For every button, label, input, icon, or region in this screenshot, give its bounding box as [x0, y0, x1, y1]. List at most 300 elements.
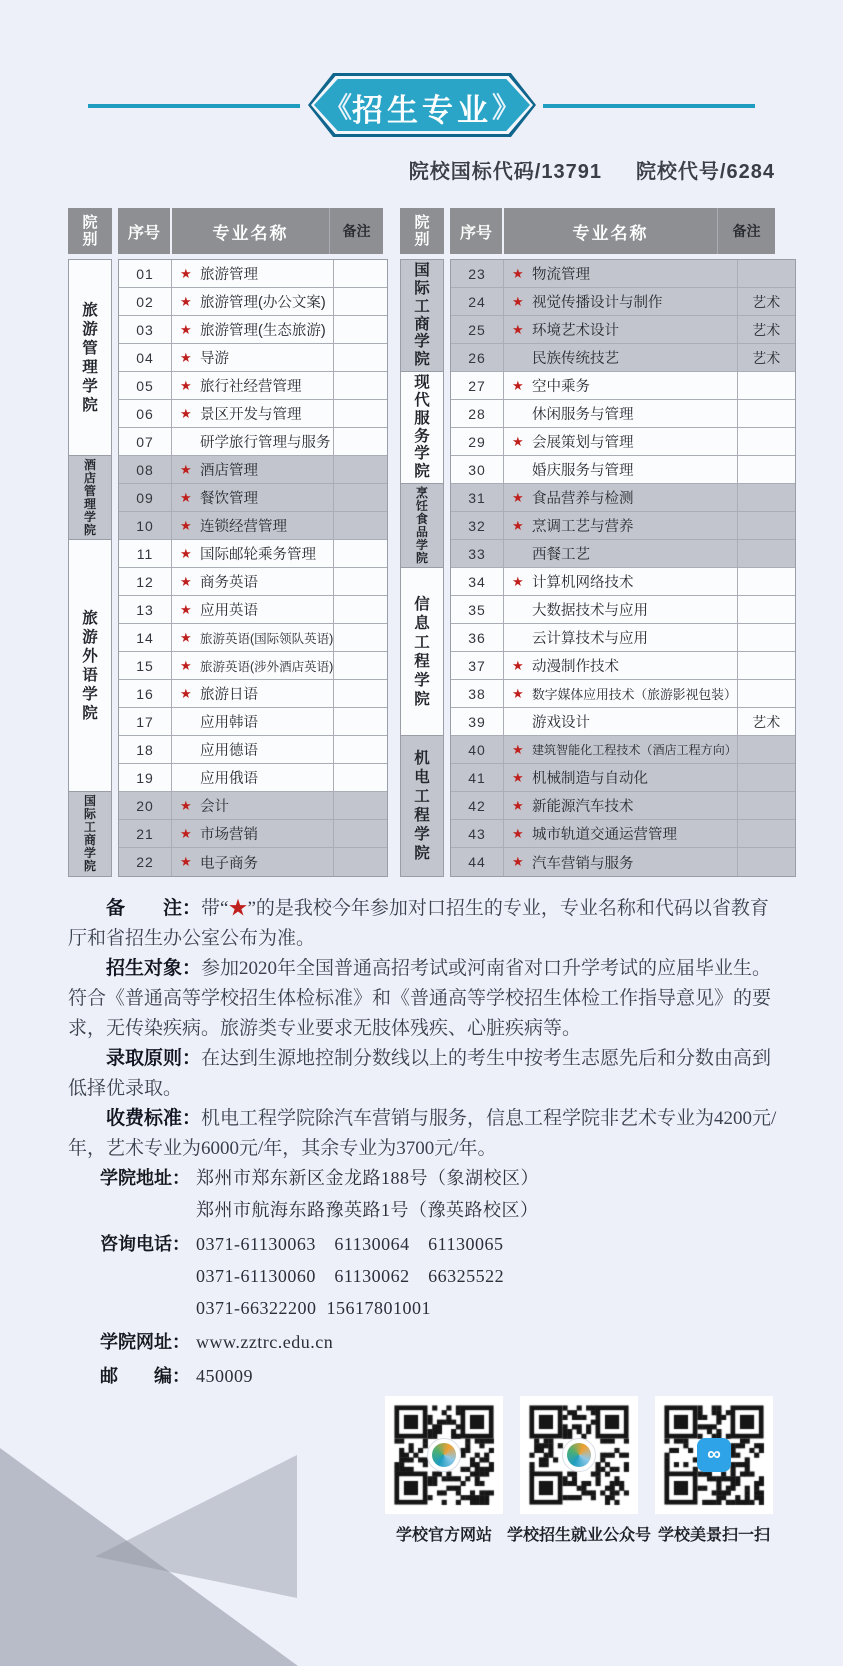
college-name: 机电工程学院 [414, 750, 430, 862]
emblem-swirl [432, 1443, 456, 1467]
star-icon: ★ [180, 573, 192, 589]
major-cell [172, 852, 333, 873]
qr-item [655, 1396, 773, 1545]
video-app-icon: ∞ [697, 1438, 731, 1472]
major-cell [172, 347, 333, 368]
major-name: 旅游英语(国际领队英语) [200, 631, 334, 646]
note-cell [737, 512, 795, 539]
star-icon: ★ [180, 797, 192, 813]
major-name: 应用俄语 [200, 771, 258, 787]
note-cell [737, 792, 795, 819]
note-cell [333, 372, 387, 399]
row-number: 30 [451, 456, 504, 483]
table-row [451, 344, 795, 372]
table-row [451, 568, 795, 596]
table-row [451, 596, 795, 624]
table-row [119, 596, 387, 624]
row-number: 32 [451, 512, 504, 539]
major-cell [172, 629, 333, 647]
star-icon: ★ [512, 657, 524, 673]
note-cell [333, 596, 387, 623]
major-cell [172, 319, 333, 340]
chevron-right-icon: 》 [491, 93, 520, 124]
college-header [68, 208, 112, 254]
row-number: 43 [451, 820, 504, 847]
major-name: 空中乘务 [532, 379, 590, 395]
major-cell [504, 319, 737, 340]
star-icon: ★ [180, 489, 192, 505]
table-row [451, 792, 795, 820]
major-name: 连锁经营管理 [200, 519, 287, 535]
college-name: 现代服务学院 [414, 374, 430, 480]
major-name: 烹调工艺与营养 [532, 519, 634, 535]
note-cell [333, 540, 387, 567]
college-column [400, 259, 444, 877]
contact-line: 郑州市航海东路豫英路1号（豫英路校区） [196, 1200, 539, 1220]
college-cell [69, 260, 111, 456]
table-row [119, 372, 387, 400]
note-paragraph: 收费标准：机电工程学院除汽车营销与服务，信息工程学院非艺术专业为4200元/年，艺术专业为6000元/年，其余专业为3700元/年。 [68, 1108, 777, 1160]
qr-code [385, 1396, 503, 1514]
star-icon: ★ [512, 797, 524, 813]
star-icon: ★ [512, 517, 524, 533]
divider-line-right [543, 104, 755, 108]
note-cell [333, 400, 387, 427]
major-name: 会展策划与管理 [532, 435, 634, 451]
qr-section [385, 1396, 773, 1545]
contact-line: www.zztrc.edu.cn [196, 1332, 334, 1352]
contact-value [196, 1360, 253, 1392]
no-header: 序号 [118, 208, 170, 254]
note-cell [333, 316, 387, 343]
star-icon: ★ [180, 293, 192, 309]
note-cell [333, 568, 387, 595]
star-icon: ★ [512, 685, 524, 701]
table-row [119, 680, 387, 708]
star-icon: ★ [180, 685, 192, 701]
major-cell [504, 852, 737, 873]
row-number: 42 [451, 792, 504, 819]
school-emblem-icon [562, 1438, 596, 1472]
major-name: 游戏设计 [532, 715, 590, 731]
table-body [400, 259, 781, 877]
contact-row [100, 1360, 720, 1392]
table-row [119, 540, 387, 568]
table-row [451, 428, 795, 456]
contact-value [196, 1162, 539, 1226]
major-cell [172, 711, 333, 732]
note-header: 备注 [717, 208, 775, 254]
table-row [119, 736, 387, 764]
row-number: 31 [451, 484, 504, 511]
college-header [400, 208, 444, 254]
major-cell [504, 431, 737, 452]
qr-item [385, 1396, 503, 1545]
college-header-label: 院别 [82, 213, 98, 248]
college-header-label: 院别 [414, 213, 430, 248]
note-cell [737, 680, 795, 707]
table-row [451, 848, 795, 876]
notes-section [68, 894, 780, 1164]
divider-line-left [88, 104, 300, 108]
code-province: 院校代号/6284 [635, 161, 775, 183]
major-cell [172, 291, 333, 312]
row-number: 44 [451, 848, 504, 876]
major-name: 大数据技术与应用 [532, 603, 648, 619]
note-label: 录取原则： [106, 1048, 202, 1070]
major-cell [172, 823, 333, 844]
row-number: 21 [119, 820, 172, 847]
major-cell [172, 683, 333, 704]
major-cell [504, 291, 737, 312]
star-icon: ★ [180, 854, 192, 869]
note-cell: 艺术 [737, 708, 795, 735]
college-cell [69, 792, 111, 876]
note-paragraph: 备 注：带“★”的是我校今年参加对口招生的专业，专业名称和代码以省教育厅和省招生办公室公布为准。 [68, 898, 769, 950]
major-cell [172, 375, 333, 396]
note-cell [737, 820, 795, 847]
note-cell [333, 428, 387, 455]
major-name: 会计 [200, 799, 229, 815]
major-name: 应用韩语 [200, 715, 258, 731]
star-icon: ★ [512, 825, 524, 841]
table-row [119, 456, 387, 484]
rows-column [118, 259, 388, 877]
row-number: 05 [119, 372, 172, 399]
note-label: 招生对象： [106, 958, 202, 980]
major-cell [172, 767, 333, 788]
contact-label: 咨询电话： [100, 1234, 190, 1254]
college-cell [69, 456, 111, 540]
major-name: 电子商务 [200, 855, 258, 872]
note-cell [737, 568, 795, 595]
row-number: 37 [451, 652, 504, 679]
table-row [119, 820, 387, 848]
major-name: 应用德语 [200, 743, 258, 759]
college-column [68, 259, 112, 877]
row-number: 07 [119, 428, 172, 455]
qr-caption: 学校官方网站 [395, 1527, 492, 1544]
row-number: 16 [119, 680, 172, 707]
major-name: 应用英语 [200, 603, 258, 619]
table-row [119, 260, 387, 288]
major-name: 新能源汽车技术 [532, 799, 634, 815]
qr-code [655, 1396, 773, 1514]
major-header: 专业名称 [502, 208, 717, 254]
major-cell [504, 515, 737, 536]
major-cell [504, 741, 737, 758]
star-icon: ★ [180, 461, 192, 477]
major-name: 汽车营销与服务 [532, 855, 634, 872]
star-icon: ★ [228, 898, 248, 919]
major-cell [172, 543, 333, 564]
major-cell [172, 739, 333, 760]
note-cell [737, 736, 795, 763]
note-cell [737, 484, 795, 511]
table-row [119, 344, 387, 372]
row-number: 36 [451, 624, 504, 651]
row-number: 11 [119, 540, 172, 567]
star-icon: ★ [512, 321, 524, 337]
major-cell [504, 347, 737, 368]
note-cell [333, 288, 387, 315]
major-cell [504, 263, 737, 284]
row-number: 23 [451, 260, 504, 287]
note-cell [333, 820, 387, 847]
major-name: 商务英语 [200, 575, 258, 591]
row-number: 01 [119, 260, 172, 287]
major-cell [504, 795, 737, 816]
major-name: 视觉传播设计与制作 [532, 295, 663, 311]
table-row [451, 512, 795, 540]
contact-row [100, 1326, 720, 1358]
note-cell [737, 848, 795, 876]
major-cell [504, 487, 737, 508]
note-cell: 艺术 [737, 316, 795, 343]
note-cell [333, 708, 387, 735]
note-cell [333, 652, 387, 679]
major-cell [504, 823, 737, 844]
row-number: 14 [119, 624, 172, 651]
contact-row [100, 1162, 720, 1226]
row-number: 02 [119, 288, 172, 315]
row-number: 08 [119, 456, 172, 483]
major-name: 西餐工艺 [532, 547, 590, 563]
table-row [451, 484, 795, 512]
note-cell [333, 344, 387, 371]
college-cell [401, 736, 443, 876]
contact-value [196, 1228, 504, 1324]
major-cell [504, 627, 737, 648]
badge-title: 招生专业 [352, 93, 492, 128]
table-row [119, 652, 387, 680]
table-row [119, 428, 387, 456]
note-paragraph: 录取原则：在达到生源地控制分数线以上的考生中按考生志愿先后和分数由高到低择优录取。 [68, 1048, 772, 1100]
contact-line: 0371-61130063 61130064 61130065 [196, 1234, 504, 1254]
major-name: 城市轨道交通运营管理 [532, 827, 677, 843]
major-name: 机械制造与自动化 [532, 771, 648, 787]
college-name: 信息工程学院 [414, 595, 430, 708]
note-label: 备 注： [106, 898, 202, 919]
major-name: 餐饮管理 [200, 491, 258, 507]
table-row [119, 848, 387, 876]
school-codes [409, 155, 775, 184]
table-row [451, 260, 795, 288]
contact-section [100, 1162, 720, 1394]
table-row [451, 652, 795, 680]
note-cell [333, 624, 387, 651]
qr-code [520, 1396, 638, 1514]
major-name: 旅游管理(生态旅游) [200, 323, 326, 339]
table-row [119, 792, 387, 820]
major-name: 旅行社经营管理 [200, 379, 302, 395]
major-name: 旅游英语(涉外酒店英语) [200, 659, 334, 674]
star-icon: ★ [512, 573, 524, 589]
major-name: 旅游日语 [200, 687, 258, 703]
star-icon: ★ [512, 741, 524, 757]
major-name: 民族传统技艺 [532, 351, 619, 367]
star-icon: ★ [180, 265, 192, 281]
major-name: 婚庆服务与管理 [532, 463, 634, 479]
star-icon: ★ [512, 489, 524, 505]
note-cell [333, 456, 387, 483]
row-number: 17 [119, 708, 172, 735]
major-name: 食品营养与检测 [532, 491, 634, 507]
row-number: 06 [119, 400, 172, 427]
table-row [451, 708, 795, 736]
row-number: 10 [119, 512, 172, 539]
college-name: 旅游管理学院 [82, 301, 98, 414]
star-icon: ★ [512, 854, 524, 869]
major-cell [172, 487, 333, 508]
star-icon: ★ [180, 629, 192, 645]
major-name: 研学旅行管理与服务 [200, 435, 331, 451]
row-number: 41 [451, 764, 504, 791]
row-number: 20 [119, 792, 172, 819]
major-name: 云计算技术与应用 [532, 631, 648, 647]
college-cell [401, 484, 443, 568]
table-row [451, 764, 795, 792]
row-number: 03 [119, 316, 172, 343]
qr-caption: 学校美景扫一扫 [657, 1527, 770, 1544]
major-name: 休闲服务与管理 [532, 407, 634, 423]
qr-caption: 学校招生就业公众号 [507, 1527, 652, 1544]
major-name: 计算机网络技术 [532, 575, 634, 591]
row-number: 12 [119, 568, 172, 595]
major-cell [504, 599, 737, 620]
note-cell [333, 792, 387, 819]
major-cell [504, 571, 737, 592]
contact-label: 学院地址： [100, 1168, 190, 1188]
table-header [400, 208, 775, 254]
note-cell [333, 848, 387, 876]
table-row [451, 736, 795, 764]
major-cell [172, 515, 333, 536]
table-row [119, 764, 387, 792]
no-header: 序号 [450, 208, 502, 254]
note-header: 备注 [329, 208, 383, 254]
table-header [68, 208, 383, 254]
star-icon: ★ [512, 293, 524, 309]
star-icon: ★ [512, 265, 524, 281]
college-cell [401, 260, 443, 372]
row-number: 25 [451, 316, 504, 343]
table-row [119, 316, 387, 344]
contact-label: 邮 编： [100, 1366, 190, 1386]
star-icon: ★ [180, 545, 192, 561]
major-cell [172, 657, 333, 675]
row-number: 29 [451, 428, 504, 455]
table-row [451, 372, 795, 400]
row-number: 40 [451, 736, 504, 763]
enrollment-badge [308, 73, 536, 137]
note-cell [737, 624, 795, 651]
table-row [119, 708, 387, 736]
major-cell [504, 403, 737, 424]
row-number: 18 [119, 736, 172, 763]
row-number: 33 [451, 540, 504, 567]
star-icon: ★ [180, 349, 192, 365]
table-row [119, 624, 387, 652]
major-name: 动漫制作技术 [532, 659, 619, 675]
table-row [119, 568, 387, 596]
chevron-left-icon: 《 [324, 93, 353, 124]
note-cell [737, 400, 795, 427]
qr-item [507, 1396, 652, 1545]
row-number: 04 [119, 344, 172, 371]
star-icon: ★ [512, 377, 524, 393]
major-name: 导游 [200, 351, 229, 367]
college-name: 旅游外语学院 [82, 609, 98, 722]
college-name: 国际工商学院 [84, 794, 96, 873]
row-number: 26 [451, 344, 504, 371]
college-name: 国际工商学院 [414, 262, 430, 368]
college-name: 酒店管理学院 [84, 457, 96, 537]
row-number: 38 [451, 680, 504, 707]
college-cell [401, 372, 443, 484]
note-cell [737, 652, 795, 679]
note-cell [737, 596, 795, 623]
star-icon: ★ [180, 657, 192, 673]
star-icon: ★ [180, 377, 192, 393]
major-cell [172, 403, 333, 424]
contact-line: 0371-66322200 15617801001 [196, 1298, 431, 1318]
note-label: 收费标准： [106, 1108, 202, 1130]
note-cell [737, 540, 795, 567]
contact-value [196, 1326, 333, 1358]
note-cell [737, 372, 795, 399]
contact-line: 郑州市郑东新区金龙路188号（象湖校区） [196, 1168, 539, 1188]
row-number: 09 [119, 484, 172, 511]
school-emblem-icon [427, 1438, 461, 1472]
table-row [451, 624, 795, 652]
note-cell [333, 260, 387, 287]
note-cell: 艺术 [737, 288, 795, 315]
major-cell [172, 795, 333, 816]
row-number: 13 [119, 596, 172, 623]
emblem-swirl [567, 1443, 591, 1467]
college-cell [69, 540, 111, 792]
note-cell [333, 736, 387, 763]
major-cell [504, 684, 737, 703]
star-icon: ★ [180, 321, 192, 337]
major-name: 国际邮轮乘务管理 [200, 547, 316, 563]
note-cell [737, 428, 795, 455]
contact-label: 学院网址： [100, 1332, 190, 1352]
major-name: 景区开发与管理 [200, 407, 302, 423]
major-cell [172, 459, 333, 480]
major-name: 数字媒体应用技术（旅游影视包装） [532, 687, 737, 702]
table-row [451, 456, 795, 484]
row-number: 24 [451, 288, 504, 315]
note-cell [737, 456, 795, 483]
table-row [451, 316, 795, 344]
note-cell [333, 484, 387, 511]
table-header-main [118, 208, 383, 254]
table-row [451, 540, 795, 568]
college-cell [401, 568, 443, 736]
table-row [451, 680, 795, 708]
table-row [119, 288, 387, 316]
major-name: 市场营销 [200, 827, 258, 843]
row-number: 35 [451, 596, 504, 623]
major-cell [504, 767, 737, 788]
star-icon: ★ [180, 517, 192, 533]
star-icon: ★ [180, 405, 192, 421]
major-cell [504, 459, 737, 480]
major-name: 环境艺术设计 [532, 323, 619, 339]
major-cell [172, 263, 333, 284]
